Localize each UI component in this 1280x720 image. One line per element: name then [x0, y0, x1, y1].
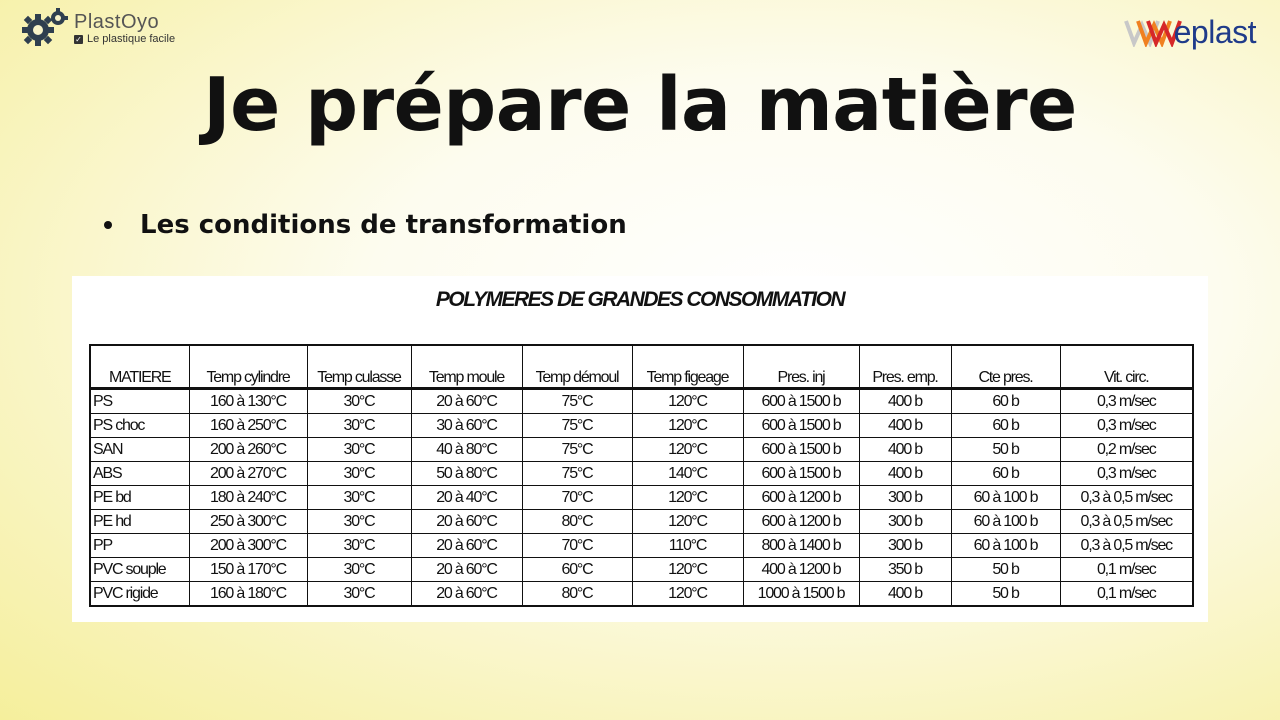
cell: 150 à 170°C [189, 558, 307, 582]
cell: 0,3 m/sec [1060, 414, 1193, 438]
header-cell: Temp démoul [522, 345, 632, 389]
cell: 50 b [951, 438, 1060, 462]
cell: 20 à 60°C [411, 582, 522, 607]
header-cell: Temp culasse [307, 345, 411, 389]
bullet-text: Les conditions de transformation [140, 210, 627, 240]
cell: 400 b [859, 389, 951, 414]
cell: 0,3 à 0,5 m/sec [1060, 510, 1193, 534]
bullet-dot [104, 221, 112, 229]
logo-tagline: ✓ Le plastique facile [75, 32, 176, 45]
cell: 60 b [951, 414, 1060, 438]
table-row [90, 558, 1193, 582]
cell: 200 à 300°C [189, 534, 307, 558]
header-cell: Pres. emp. [859, 345, 951, 389]
table-row [90, 389, 1193, 414]
cell: 30°C [307, 534, 411, 558]
cell: 0,3 à 0,5 m/sec [1060, 534, 1193, 558]
cell: 160 à 250°C [189, 414, 307, 438]
cell: 120°C [632, 582, 743, 607]
header-cell: Temp figeage [632, 345, 743, 389]
cell-matiere: ABS [90, 462, 189, 486]
cell: 40 à 80°C [411, 438, 522, 462]
cell: 30°C [307, 510, 411, 534]
cell: 75°C [522, 438, 632, 462]
table-row [90, 510, 1193, 534]
cell: 600 à 1500 b [743, 414, 859, 438]
cell: 1000 à 1500 b [743, 582, 859, 607]
cell: 60 b [951, 389, 1060, 414]
table-row [90, 534, 1193, 558]
cell: 400 à 1200 b [743, 558, 859, 582]
cell: 60 b [951, 462, 1060, 486]
cell: 110°C [632, 534, 743, 558]
cell: 160 à 130°C [189, 389, 307, 414]
table-title: POLYMERES DE GRANDES CONSOMMATION [435, 288, 845, 311]
cell: 140°C [632, 462, 743, 486]
cell: 30°C [307, 486, 411, 510]
cell: 50 b [951, 582, 1060, 607]
cell: 120°C [632, 510, 743, 534]
cell: 20 à 60°C [411, 389, 522, 414]
cell-matiere: PS choc [90, 414, 189, 438]
cell: 30°C [307, 438, 411, 462]
header-cell: Cte pres. [951, 345, 1060, 389]
table-row [90, 414, 1193, 438]
cell: 30°C [307, 389, 411, 414]
cell: 300 b [859, 534, 951, 558]
cell: 0,3 à 0,5 m/sec [1060, 486, 1193, 510]
cell: 0,1 m/sec [1060, 582, 1193, 607]
cell: 600 à 1200 b [743, 486, 859, 510]
cell: 80°C [522, 510, 632, 534]
cell: 0,2 m/sec [1060, 438, 1193, 462]
cell: 20 à 60°C [411, 510, 522, 534]
header-cell: Vit. circ. [1060, 345, 1193, 389]
table-row [90, 582, 1193, 607]
checkbox-icon: ✓ [75, 34, 82, 44]
cell: 600 à 1500 b [743, 438, 859, 462]
cell: 75°C [522, 389, 632, 414]
cell: 400 b [859, 582, 951, 607]
bullet-item [104, 210, 627, 240]
cell: 200 à 260°C [189, 438, 307, 462]
cell: 250 à 300°C [189, 510, 307, 534]
cell: 600 à 1200 b [743, 510, 859, 534]
cell: 60 à 100 b [951, 486, 1060, 510]
cell: 50 à 80°C [411, 462, 522, 486]
cell: 300 b [859, 510, 951, 534]
weplast-logo [1124, 14, 1256, 50]
cell: 80°C [522, 582, 632, 607]
cell: 75°C [522, 414, 632, 438]
cell-matiere: PS [90, 389, 189, 414]
cell-matiere: SAN [90, 438, 189, 462]
cell: 120°C [632, 389, 743, 414]
cell: 120°C [632, 558, 743, 582]
cell: 180 à 240°C [189, 486, 307, 510]
cell: 60 à 100 b [951, 534, 1060, 558]
cell: 20 à 40°C [411, 486, 522, 510]
cell-matiere: PE hd [90, 510, 189, 534]
table-panel [72, 276, 1208, 622]
cell: 30°C [307, 582, 411, 607]
cell: 30 à 60°C [411, 414, 522, 438]
cell: 600 à 1500 b [743, 462, 859, 486]
cell: 0,1 m/sec [1060, 558, 1193, 582]
slide-title: Je prépare la matière [203, 62, 1077, 148]
cell: 20 à 60°C [411, 534, 522, 558]
header-cell: MATIERE [90, 345, 189, 389]
table-header-row [90, 345, 1193, 389]
cell: 0,3 m/sec [1060, 462, 1193, 486]
cell-matiere: PVC souple [90, 558, 189, 582]
cell: 50 b [951, 558, 1060, 582]
cell-matiere: PP [90, 534, 189, 558]
cell: 60 à 100 b [951, 510, 1060, 534]
logo-name: PlastOyo [74, 10, 160, 33]
cell: 400 b [859, 462, 951, 486]
cell: 75°C [522, 462, 632, 486]
cell: 70°C [522, 534, 632, 558]
plastoyo-logo [20, 6, 175, 50]
cell: 0,3 m/sec [1060, 389, 1193, 414]
cell: 200 à 270°C [189, 462, 307, 486]
cell: 20 à 60°C [411, 558, 522, 582]
cell: 400 b [859, 414, 951, 438]
cell: 400 b [859, 438, 951, 462]
header-cell: Temp cylindre [189, 345, 307, 389]
cell: 30°C [307, 462, 411, 486]
cell-matiere: PE bd [90, 486, 189, 510]
table-row [90, 486, 1193, 510]
conditions-table [89, 344, 1194, 607]
cell: 120°C [632, 438, 743, 462]
cell: 120°C [632, 486, 743, 510]
cell: 120°C [632, 414, 743, 438]
cell: 350 b [859, 558, 951, 582]
cell: 30°C [307, 414, 411, 438]
cell: 600 à 1500 b [743, 389, 859, 414]
cell: 70°C [522, 486, 632, 510]
cell: 800 à 1400 b [743, 534, 859, 558]
cell: 300 b [859, 486, 951, 510]
cell: 160 à 180°C [189, 582, 307, 607]
table-row [90, 462, 1193, 486]
weplast-text: eplast [1173, 13, 1256, 50]
table-row [90, 438, 1193, 462]
gear-icon [20, 6, 70, 50]
header-cell: Pres. inj [743, 345, 859, 389]
cell: 60°C [522, 558, 632, 582]
cell: 30°C [307, 558, 411, 582]
header-cell: Temp moule [411, 345, 522, 389]
cell-matiere: PVC rigide [90, 582, 189, 607]
